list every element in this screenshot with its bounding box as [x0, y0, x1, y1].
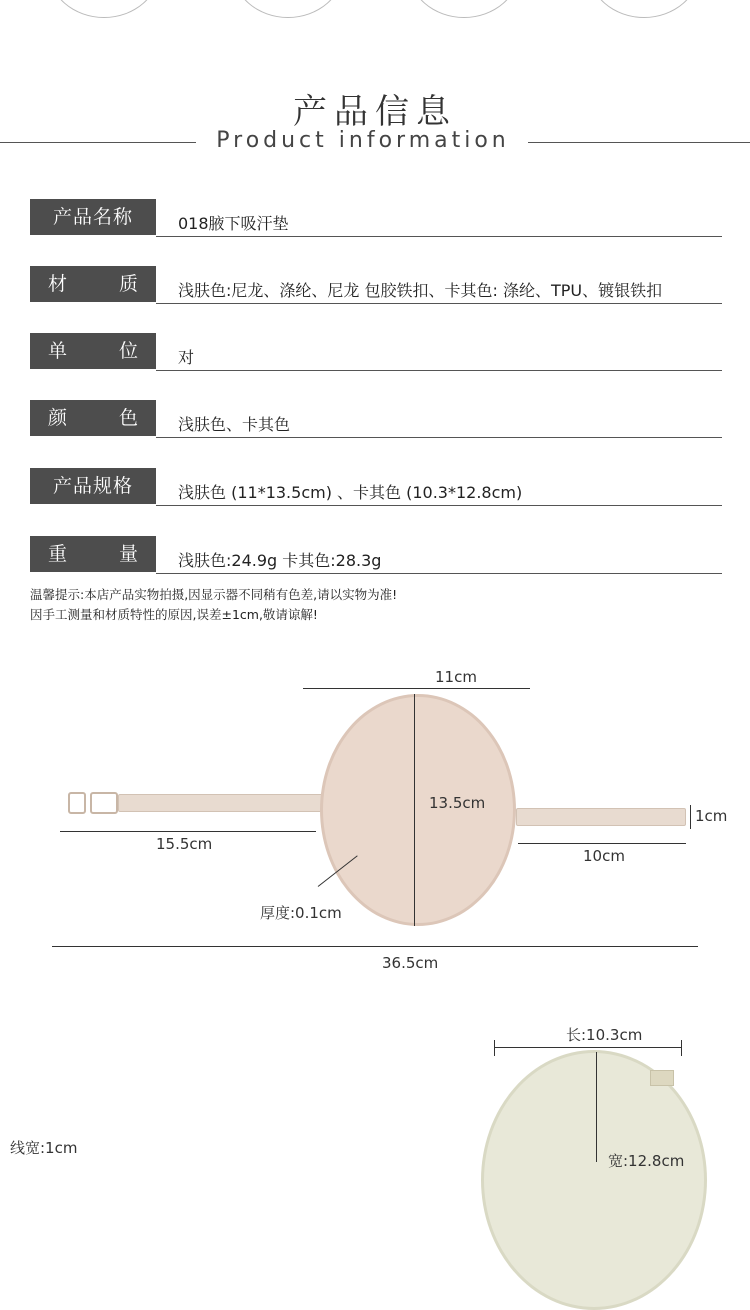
- divider-left: [0, 142, 196, 143]
- divider-right: [528, 142, 750, 143]
- dimension-label-line-width: 线宽:1cm: [10, 1139, 78, 1157]
- spec-label: 产品规格: [30, 468, 156, 504]
- dimension-label-height: 13.5cm: [429, 794, 486, 812]
- tip-line: 因手工测量和材质特性的原因,误差±1cm,敬请谅解!: [30, 607, 318, 622]
- strap-clasp: [68, 792, 86, 814]
- dimension-line: [518, 843, 686, 844]
- spec-underline: [156, 505, 722, 506]
- underarm-pad-khaki: [481, 1050, 707, 1310]
- spec-underline: [156, 573, 722, 574]
- spec-underline: [156, 236, 722, 237]
- spec-row-weight: [30, 536, 722, 574]
- spec-value: 对: [178, 348, 195, 367]
- dimension-line: [60, 831, 316, 832]
- spec-label-char: 色: [118, 407, 138, 429]
- spec-row-unit: [30, 333, 722, 371]
- dimension-label-right-strap: 10cm: [583, 847, 625, 865]
- spec-row-name: [30, 199, 722, 237]
- spec-row-size: [30, 468, 722, 506]
- spec-label: [30, 536, 156, 572]
- dimension-label-length: 长:10.3cm: [566, 1026, 643, 1044]
- spec-underline: [156, 303, 722, 304]
- dimension-tick: [494, 1040, 495, 1056]
- right-strap: [516, 808, 686, 826]
- spec-label-char: 质: [118, 273, 138, 295]
- spec-value: 浅肤色 (11*13.5cm) 、卡其色 (10.3*12.8cm): [178, 483, 523, 502]
- dimension-label-thickness: 厚度:0.1cm: [260, 904, 342, 922]
- spec-label-char: 颜: [48, 407, 68, 429]
- left-strap: [118, 794, 326, 812]
- dimension-line: [690, 805, 691, 829]
- spec-value: 浅肤色、卡其色: [178, 415, 291, 434]
- size-diagram-skin: [0, 640, 750, 1000]
- spec-value: 018腋下吸汗垫: [178, 214, 289, 233]
- spec-label: [30, 400, 156, 436]
- spec-label-char: 单: [48, 340, 68, 362]
- spec-label-char: 量: [118, 543, 138, 565]
- spec-label-char: 重: [48, 543, 68, 565]
- dimension-line: [596, 1052, 597, 1162]
- dimension-line: [494, 1047, 682, 1048]
- pad-tab: [650, 1070, 674, 1086]
- dimension-label-left-strap: 15.5cm: [156, 835, 213, 853]
- underarm-pad-skin: [320, 694, 516, 926]
- spec-value: 浅肤色:尼龙、涤纶、尼龙 包胶铁扣、卡其色: 涤纶、TPU、镀银铁扣: [178, 281, 663, 300]
- spec-row-color: [30, 400, 722, 438]
- dimension-line: [52, 946, 698, 947]
- decorative-arc: [232, 0, 344, 18]
- dimension-label-width: 11cm: [435, 668, 477, 686]
- spec-row-material: [30, 266, 722, 304]
- strap-clasp: [90, 792, 118, 814]
- decorative-arc: [408, 0, 520, 18]
- section-title-en-wrap: [0, 128, 750, 160]
- spec-underline: [156, 437, 722, 438]
- tip-line: 温馨提示:本店产品实物拍摄,因显示器不同稍有色差,请以实物为准!: [30, 587, 398, 602]
- spec-label-char: 位: [118, 340, 138, 362]
- dimension-line: [303, 688, 530, 689]
- spec-label: 产品名称: [30, 199, 156, 235]
- dimension-label-width-partial: 宽:12.8cm: [608, 1152, 685, 1170]
- decorative-arc: [588, 0, 700, 18]
- decorative-arc: [48, 0, 160, 18]
- spec-underline: [156, 370, 722, 371]
- section-title-en: Product information: [216, 128, 510, 153]
- dimension-tick: [681, 1040, 682, 1056]
- spec-label: [30, 266, 156, 302]
- spec-label-char: 材: [48, 273, 68, 295]
- spec-value: 浅肤色:24.9g 卡其色:28.3g: [178, 551, 382, 570]
- dimension-label-total: 36.5cm: [382, 954, 439, 972]
- dimension-label-strap-width: 1cm: [695, 807, 728, 825]
- dimension-line: [414, 694, 415, 926]
- spec-label: [30, 333, 156, 369]
- section-title-cn: 产品信息: [293, 92, 457, 132]
